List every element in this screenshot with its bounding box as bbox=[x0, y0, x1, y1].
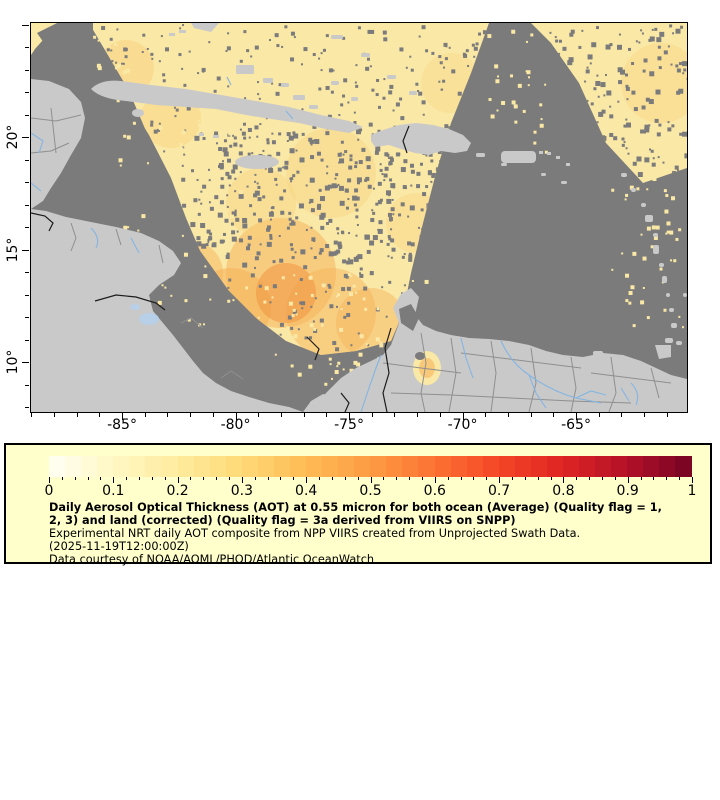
colorbar-segment bbox=[659, 456, 675, 477]
colorbar-segment bbox=[402, 456, 418, 477]
colorbar-segment bbox=[113, 456, 129, 477]
axis-tick bbox=[22, 25, 29, 26]
x-axis-tick-label: -85° bbox=[107, 417, 137, 433]
axis-tick bbox=[394, 413, 395, 417]
colorbar-tick bbox=[229, 477, 230, 480]
axis-tick bbox=[167, 413, 168, 417]
axis-tick bbox=[25, 272, 29, 273]
y-axis-tick-label: 15° bbox=[5, 237, 21, 262]
colorbar-segment bbox=[354, 456, 370, 477]
colorbar-tick-label: 1 bbox=[687, 483, 697, 499]
colorbar-segment bbox=[65, 456, 81, 477]
colorbar-segment bbox=[81, 456, 97, 477]
colorbar-tick bbox=[75, 477, 76, 480]
colorbar-tick bbox=[486, 477, 487, 480]
colorbar-tick bbox=[641, 477, 642, 480]
axis-tick bbox=[621, 413, 622, 417]
colorbar-segment bbox=[49, 456, 65, 477]
axis-tick bbox=[25, 295, 29, 296]
colorbar-segment bbox=[579, 456, 595, 477]
colorbar-tick bbox=[345, 477, 346, 480]
legend-box bbox=[4, 443, 712, 564]
colorbar-segment bbox=[451, 456, 467, 477]
colorbar-segment bbox=[467, 456, 483, 477]
axis-tick bbox=[304, 413, 305, 417]
axis-tick bbox=[31, 413, 32, 417]
axis-tick bbox=[25, 92, 29, 93]
axis-tick bbox=[508, 413, 509, 417]
colorbar-tick bbox=[473, 477, 474, 480]
colorbar-tick bbox=[409, 477, 410, 480]
colorbar-tick bbox=[152, 477, 153, 480]
axis-tick bbox=[281, 413, 282, 417]
x-axis-tick-label: -80° bbox=[220, 417, 251, 433]
axis-tick bbox=[25, 227, 29, 228]
colorbar-segment bbox=[129, 456, 145, 477]
colorbar-segment bbox=[547, 456, 563, 477]
axis-tick bbox=[417, 413, 418, 417]
axis-tick bbox=[25, 182, 29, 183]
axis-tick bbox=[77, 413, 78, 417]
colorbar-segment bbox=[258, 456, 274, 477]
colorbar-segment bbox=[242, 456, 258, 477]
colorbar-tick bbox=[653, 477, 654, 480]
colorbar-segment bbox=[210, 456, 226, 477]
colorbar-tick-label: 0.7 bbox=[487, 483, 511, 499]
caption-line4: (2025-11-19T12:00:00Z) bbox=[49, 540, 189, 553]
colorbar-tick bbox=[589, 477, 590, 480]
colorbar-tick bbox=[448, 477, 449, 480]
colorbar-segment bbox=[290, 456, 306, 477]
axis-tick bbox=[667, 413, 668, 417]
colorbar-tick bbox=[615, 477, 616, 480]
axis-tick bbox=[25, 160, 29, 161]
colorbar-tick bbox=[126, 477, 127, 480]
colorbar-tick bbox=[280, 477, 281, 480]
colorbar-segment bbox=[322, 456, 338, 477]
axis-tick bbox=[54, 413, 55, 417]
colorbar-tick bbox=[538, 477, 539, 480]
colorbar-segment bbox=[97, 456, 113, 477]
axis-tick bbox=[25, 340, 29, 341]
colorbar-tick bbox=[319, 477, 320, 480]
colorbar-tick bbox=[165, 477, 166, 480]
colorbar-tick bbox=[216, 477, 217, 480]
colorbar-segment bbox=[178, 456, 194, 477]
colorbar-tick-label: 0.8 bbox=[552, 483, 575, 499]
colorbar-tick bbox=[100, 477, 101, 480]
colorbar-tick bbox=[293, 477, 294, 480]
colorbar-tick-label: 0.6 bbox=[423, 483, 446, 499]
axis-tick bbox=[190, 413, 191, 417]
colorbar-segment bbox=[531, 456, 547, 477]
colorbar-segment bbox=[483, 456, 499, 477]
colorbar-tick bbox=[88, 477, 89, 480]
colorbar-tick bbox=[576, 477, 577, 480]
axis-tick bbox=[25, 205, 29, 206]
colorbar-segment bbox=[611, 456, 627, 477]
axis-tick bbox=[22, 362, 29, 363]
caribbean-aot-map bbox=[31, 23, 687, 412]
colorbar-tick-label: 0.2 bbox=[166, 483, 189, 499]
axis-tick bbox=[25, 115, 29, 116]
colorbar-tick-label: 0.5 bbox=[359, 483, 382, 499]
colorbar-tick bbox=[602, 477, 603, 480]
y-axis-tick-label: 20° bbox=[5, 124, 21, 150]
caption-bold-line2: 2, 3) and land (corrected) (Quality flag = 3a derived from VIIRS on SNPP) bbox=[49, 514, 516, 527]
x-axis-tick-label: -65° bbox=[561, 417, 591, 433]
y-axis-tick-label: 10° bbox=[5, 349, 21, 375]
colorbar-tick-label: 0.1 bbox=[102, 483, 125, 499]
colorbar-segment bbox=[145, 456, 161, 477]
colorbar-tick bbox=[461, 477, 462, 480]
colorbar-segment bbox=[563, 456, 579, 477]
colorbar-segment bbox=[515, 456, 531, 477]
colorbar-segment bbox=[161, 456, 177, 477]
x-axis-tick-label: -75° bbox=[334, 417, 364, 433]
axis-tick bbox=[644, 413, 645, 417]
lake-nicaragua bbox=[139, 313, 159, 325]
axis-tick bbox=[25, 407, 29, 408]
colorbar-tick bbox=[666, 477, 667, 480]
colorbar-tick-label: 0.4 bbox=[295, 483, 318, 499]
map-plot-area bbox=[30, 22, 688, 413]
colorbar-tick-label: 0.3 bbox=[230, 483, 254, 499]
colorbar-tick bbox=[525, 477, 526, 480]
colorbar-tick bbox=[332, 477, 333, 480]
colorbar-tick-label: 0 bbox=[44, 483, 54, 499]
colorbar-tick bbox=[396, 477, 397, 480]
colorbar-segment bbox=[274, 456, 290, 477]
colorbar-tick bbox=[203, 477, 204, 480]
caption-bold-line1: Daily Aerosol Optical Thickness (AOT) at 0.55 micron for both ocean (Average) (Quality flag = 1, bbox=[49, 501, 662, 514]
colorbar-tick bbox=[358, 477, 359, 480]
colorbar-tick bbox=[268, 477, 269, 480]
colorbar-segment bbox=[226, 456, 242, 477]
colorbar-segment bbox=[627, 456, 643, 477]
colorbar-tick bbox=[383, 477, 384, 480]
colorbar-segment bbox=[386, 456, 402, 477]
colorbar-tick bbox=[512, 477, 513, 480]
colorbar-segment bbox=[435, 456, 451, 477]
colorbar-tick bbox=[422, 477, 423, 480]
colorbar-segment bbox=[370, 456, 386, 477]
axis-tick bbox=[25, 317, 29, 318]
axis-tick bbox=[531, 413, 532, 417]
colorbar-segment bbox=[595, 456, 611, 477]
colorbar-segment bbox=[306, 456, 322, 477]
colorbar-segment bbox=[194, 456, 210, 477]
colorbar-segment bbox=[418, 456, 434, 477]
lake-managua bbox=[130, 304, 140, 310]
colorbar-segment bbox=[499, 456, 515, 477]
colorbar-tick bbox=[139, 477, 140, 480]
colorbar-tick bbox=[255, 477, 256, 480]
colorbar-tick bbox=[679, 477, 680, 480]
legend-caption bbox=[49, 501, 662, 566]
axis-tick bbox=[25, 47, 29, 48]
axis-tick bbox=[22, 137, 29, 138]
colorbar-tick bbox=[551, 477, 552, 480]
caption-line3: Experimental NRT daily AOT composite from NPP VIIRS created from Unprojected Swath Data. bbox=[49, 527, 581, 540]
axis-tick bbox=[25, 385, 29, 386]
colorbar-segment bbox=[643, 456, 659, 477]
colorbar-tick bbox=[62, 477, 63, 480]
x-axis-tick-label: -70° bbox=[447, 417, 478, 433]
aot-colorbar bbox=[49, 456, 692, 477]
caption-line5: Data courtesy of NOAA/AOML/PHOD/Atlantic OceanWatch bbox=[49, 553, 375, 566]
colorbar-segment bbox=[675, 456, 691, 477]
axis-tick bbox=[25, 70, 29, 71]
colorbar-segment bbox=[338, 456, 354, 477]
colorbar-tick-label: 0.9 bbox=[616, 483, 639, 499]
colorbar-tick bbox=[190, 477, 191, 480]
axis-tick bbox=[22, 250, 29, 251]
